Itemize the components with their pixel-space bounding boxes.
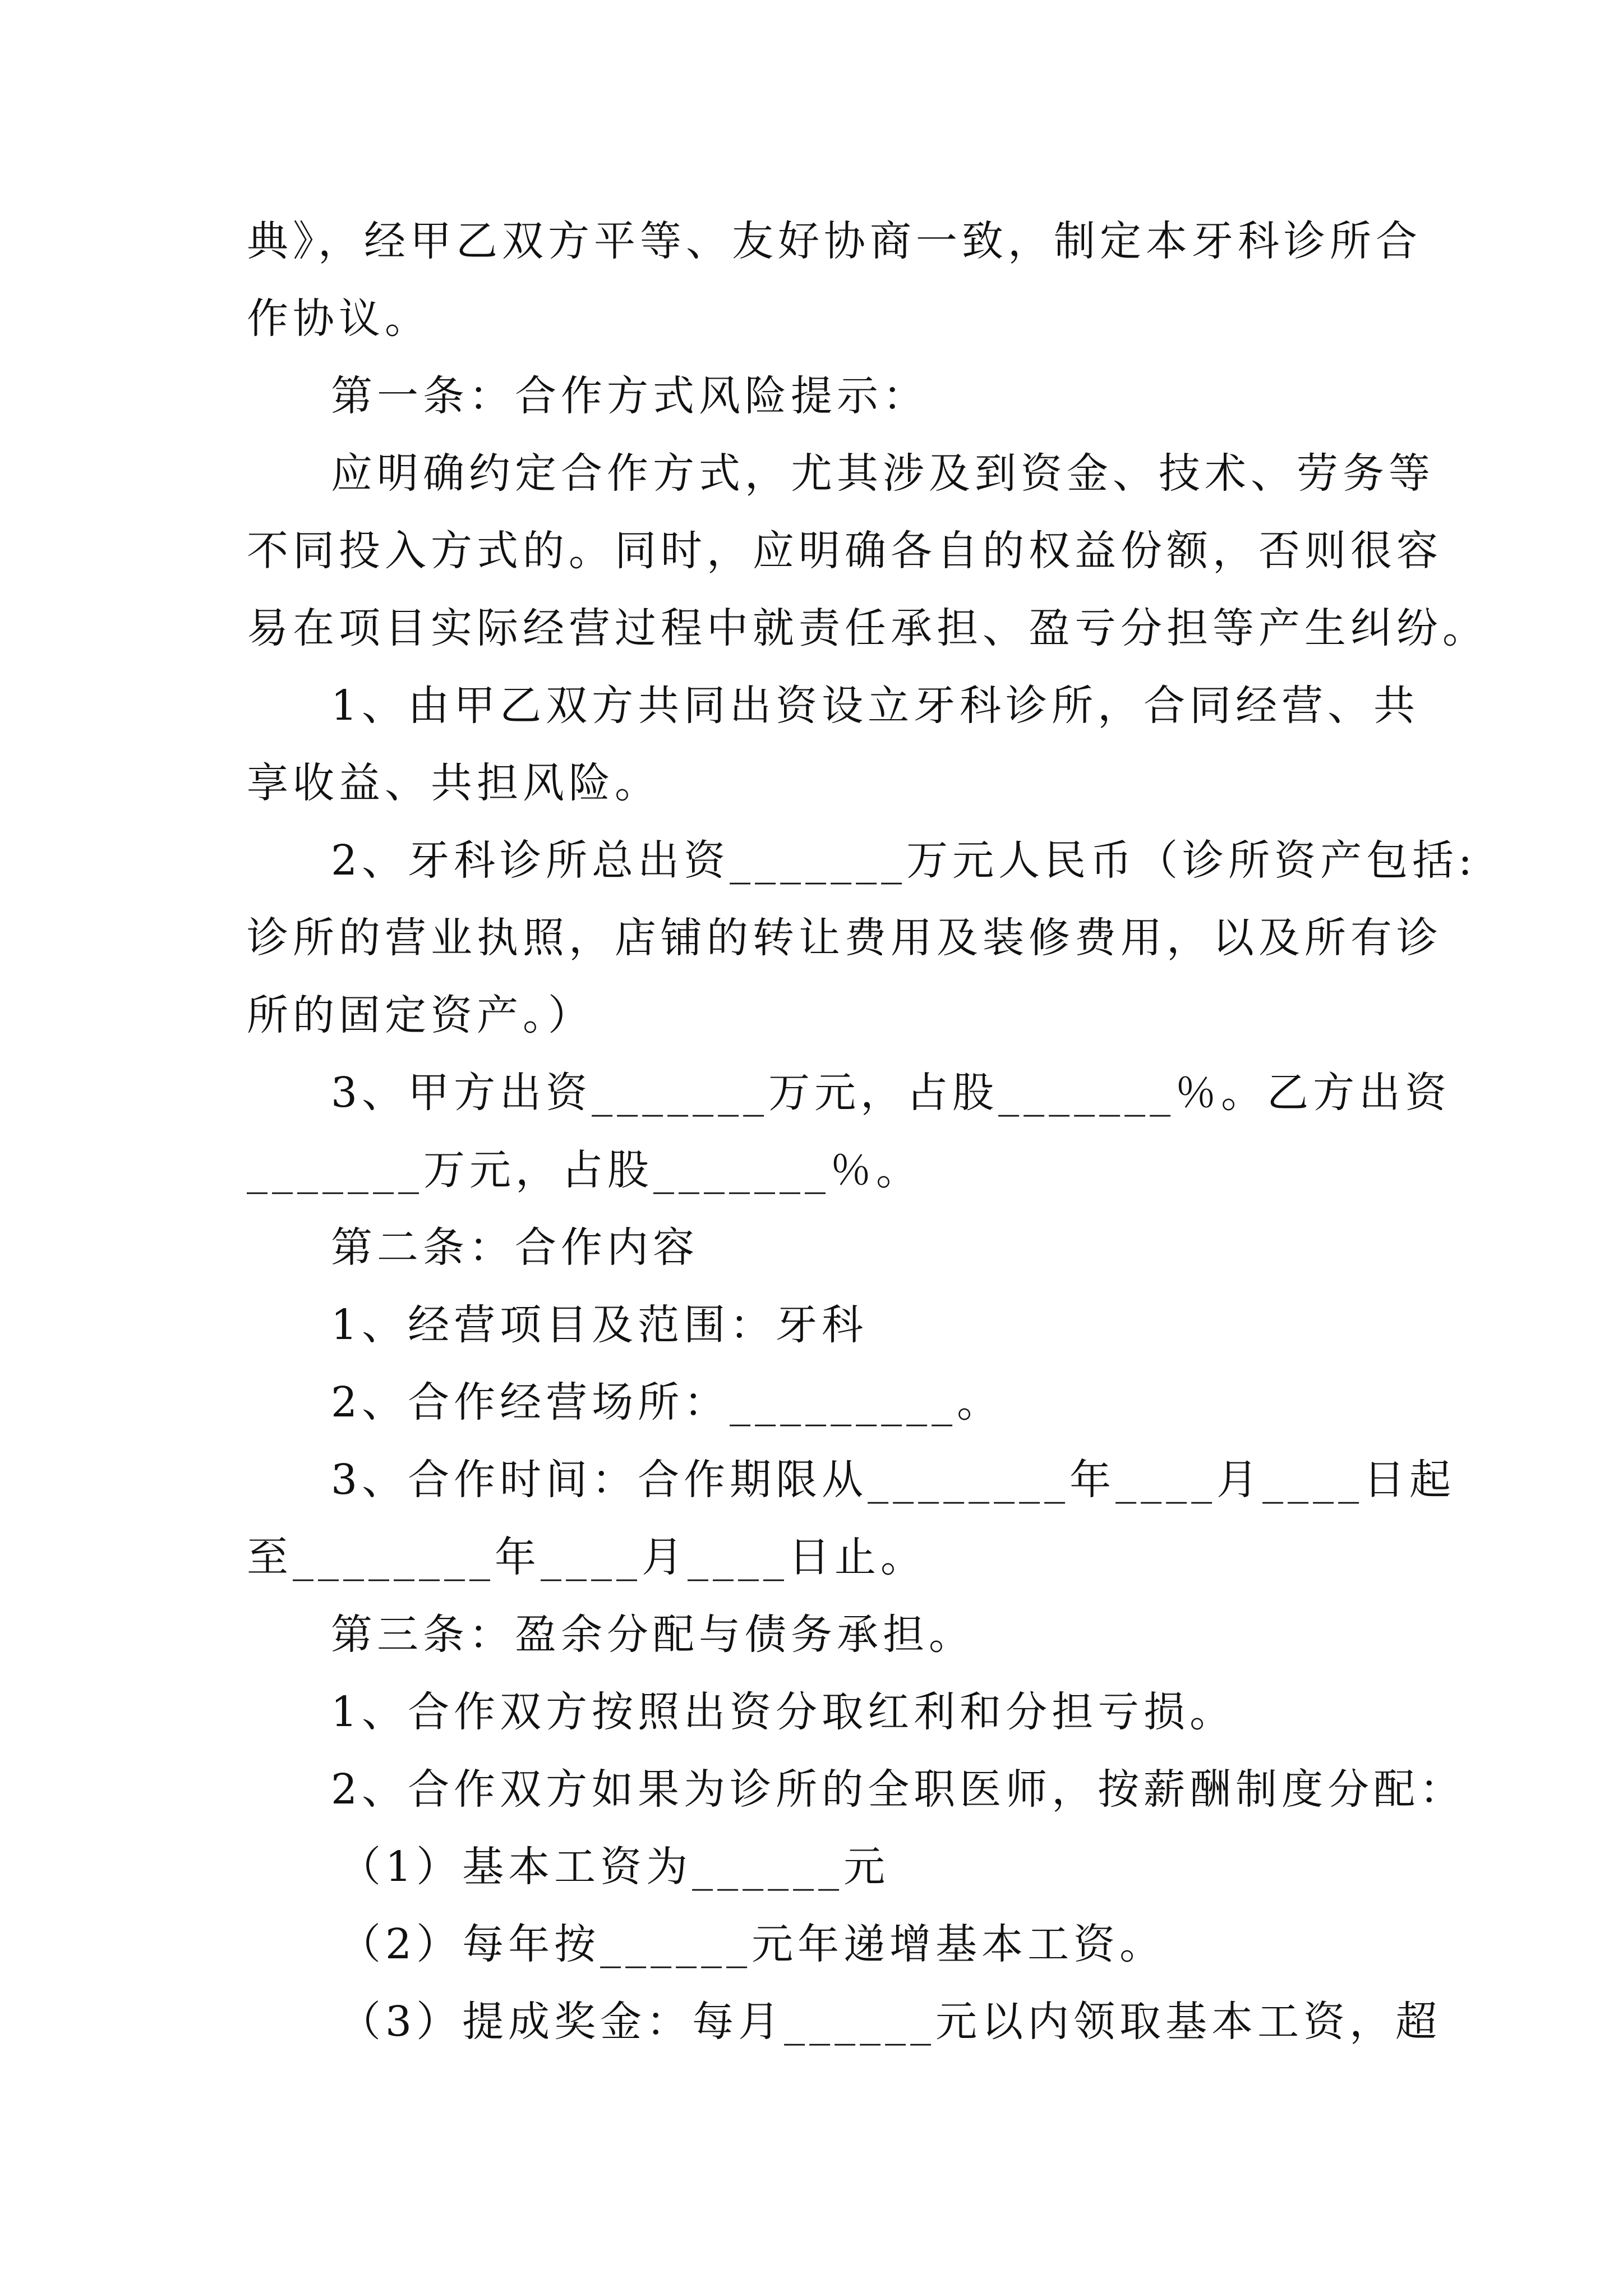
section-heading-2: 第二条：合作内容	[331, 1223, 699, 1272]
clause-1-1-line-1: 1、由甲乙双方共同出资设立牙科诊所，合同经营、共	[331, 682, 1420, 730]
clause-1-2-line-3: 所的固定资产。）	[247, 991, 594, 1039]
clause-1-2-line-1: 2、牙科诊所总出资_______万元人民币（诊所资产包括:	[331, 836, 1477, 885]
clause-3-1: 1、合作双方按照出资分取红利和分担亏损。	[331, 1688, 1236, 1736]
clause-1-3-line-2: _______万元，占股_______％。	[247, 1146, 922, 1194]
paragraph-line-2: 作协议。	[247, 295, 431, 343]
section-heading-1: 第一条：合作方式风险提示：	[331, 372, 929, 420]
paragraph-line-5: 不同投入方式的。同时，应明确各自的权益份额，否则很容	[247, 527, 1442, 575]
section-heading-3: 第三条：盈余分配与债务承担。	[331, 1611, 975, 1659]
sub-item-2: （2）每年按______元年递增基本工资。	[339, 1920, 1166, 1968]
paragraph-line-1: 典》，经甲乙双方平等、友好协商一致，制定本牙科诊所合	[247, 217, 1422, 265]
document-page	[247, 213, 1488, 2071]
paragraph-line-4: 应明确约定合作方式，尤其涉及到资金、技术、劳务等	[331, 449, 1435, 498]
sub-item-1: （1）基本工资为______元	[339, 1843, 890, 1891]
clause-1-2-line-2: 诊所的营业执照，店铺的转让费用及装修费用，以及所有诊	[247, 914, 1442, 962]
clause-2-3-line-1: 3、合作时间：合作期限从________年____月____日起	[331, 1456, 1456, 1504]
sub-item-3: （3）提成奖金：每月______元以内领取基本工资，超	[339, 1998, 1442, 2046]
clause-3-2: 2、合作双方如果为诊所的全职医师，按薪酬制度分配：	[331, 1765, 1466, 1814]
paragraph-line-6: 易在项目实际经营过程中就责任承担、盈亏分担等产生纠纷。	[247, 604, 1488, 652]
clause-2-2: 2、合作经营场所：_________。	[331, 1378, 1003, 1427]
clause-2-3-line-2: 至________年____月____日止。	[247, 1533, 926, 1581]
clause-1-1-line-2: 享收益、共担风险。	[247, 759, 661, 807]
clause-1-3-line-1: 3、甲方出资_______万元，占股_______％。乙方出资	[331, 1069, 1451, 1117]
clause-2-1: 1、经营项目及范围：牙科	[331, 1301, 868, 1349]
